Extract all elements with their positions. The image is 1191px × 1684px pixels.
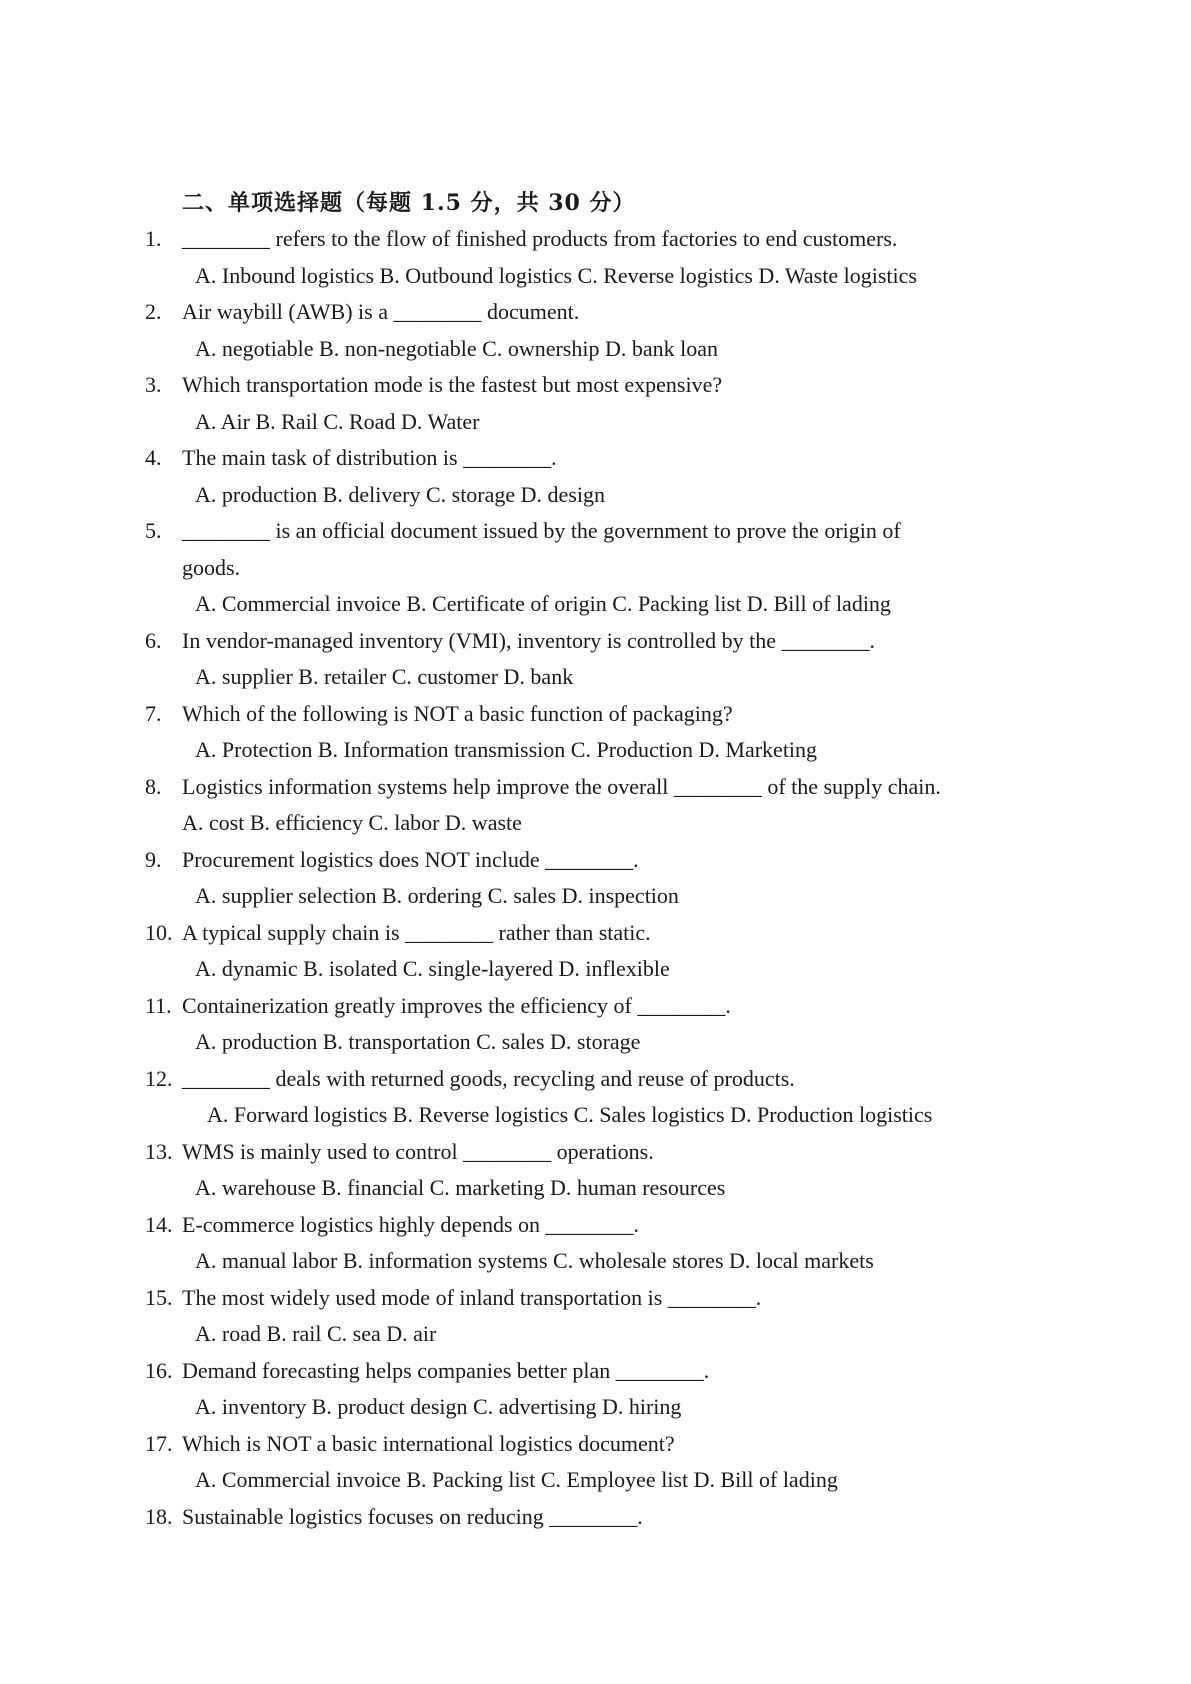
question-item xyxy=(145,367,1045,440)
question-number: 3. xyxy=(145,372,162,397)
question-item xyxy=(145,221,1045,294)
question-number: 7. xyxy=(145,700,162,726)
question-number: 18. xyxy=(145,1503,173,1529)
question-item xyxy=(145,513,1045,623)
question-number: 8. xyxy=(145,773,162,799)
question-number: 17. xyxy=(145,1430,173,1456)
question-options: A. warehouse B. financial C. marketing D. human resources xyxy=(195,1175,726,1200)
question-item xyxy=(145,696,1045,769)
question-options: A. dynamic B. isolated C. single-layered D. inflexible xyxy=(195,956,670,981)
question-stem: Which is NOT a basic international logistics document? xyxy=(182,1430,675,1456)
question-options: A. negotiable B. non-negotiable C. ownership D. bank loan xyxy=(195,335,719,361)
question-item xyxy=(145,1280,1045,1353)
question-stem: Logistics information systems help improve the overall ________ of the supply chain. xyxy=(182,773,941,799)
question-stem: A typical supply chain is ________ rather than static. xyxy=(182,919,651,945)
question-number: 12. xyxy=(145,1065,173,1091)
question-item xyxy=(145,915,1045,988)
question-number: 9. xyxy=(145,846,162,872)
question-options: A. supplier B. retailer C. customer D. bank xyxy=(195,664,574,689)
question-item xyxy=(145,1134,1045,1207)
question-item xyxy=(145,294,1045,367)
question-number: 2. xyxy=(145,299,162,324)
question-stem: ________ is an official document issued by the government to prove the origin of xyxy=(182,518,901,543)
question-stem: The most widely used mode of inland transportation is ________. xyxy=(182,1284,762,1310)
question-options: A. Air B. Rail C. Road D. Water xyxy=(195,408,480,434)
question-stem: Which transportation mode is the fastest but most expensive? xyxy=(182,372,723,397)
question-item xyxy=(145,842,1045,915)
question-number: 5. xyxy=(145,518,162,543)
question-number: 11. xyxy=(145,992,172,1018)
question-item xyxy=(145,1061,1045,1134)
question-number: 15. xyxy=(145,1284,173,1310)
question-item xyxy=(145,988,1045,1061)
question-options: A. Commercial invoice B. Packing list C. Employee list D. Bill of lading xyxy=(195,1467,838,1492)
question-stem: Which of the following is NOT a basic function of packaging? xyxy=(182,700,733,726)
question-stem: E-commerce logistics highly depends on ________. xyxy=(182,1211,640,1237)
question-list xyxy=(145,221,1045,1535)
question-options: A. Forward logistics B. Reverse logistics C. Sales logistics D. Production logistics xyxy=(207,1102,933,1127)
question-number: 1. xyxy=(145,226,162,251)
question-number: 6. xyxy=(145,627,162,653)
question-number: 16. xyxy=(145,1357,173,1383)
question-item xyxy=(145,769,1045,842)
question-item xyxy=(145,1426,1045,1499)
question-item xyxy=(145,623,1045,696)
question-stem-continued: goods. xyxy=(182,554,241,580)
question-stem: ________ refers to the flow of finished products from factories to end customers. xyxy=(182,226,898,251)
question-options: A. production B. delivery C. storage D. design xyxy=(195,481,605,507)
question-stem: WMS is mainly used to control ________ operations. xyxy=(182,1138,654,1164)
question-options: A. inventory B. product design C. advertising D. hiring xyxy=(195,1394,682,1419)
question-number: 4. xyxy=(145,445,162,470)
question-number: 10. xyxy=(145,919,173,945)
question-stem: Air waybill (AWB) is a ________ document. xyxy=(182,299,580,324)
question-item xyxy=(145,1353,1045,1426)
question-options: A. cost B. efficiency C. labor D. waste xyxy=(182,810,522,835)
question-stem: In vendor-managed inventory (VMI), inventory is controlled by the ________. xyxy=(182,627,876,653)
question-stem: Demand forecasting helps companies better plan ________. xyxy=(182,1357,710,1383)
question-options: A. road B. rail C. sea D. air xyxy=(195,1321,437,1346)
question-stem: ________ deals with returned goods, recycling and reuse of products. xyxy=(182,1065,795,1091)
question-number: 14. xyxy=(145,1211,173,1237)
question-options: A. Inbound logistics B. Outbound logistics C. Reverse logistics D. Waste logistics xyxy=(195,262,917,288)
question-item xyxy=(145,1499,1045,1536)
question-stem: Sustainable logistics focuses on reducing ________. xyxy=(182,1503,643,1529)
question-options: A. supplier selection B. ordering C. sales D. inspection xyxy=(195,883,679,908)
question-number: 13. xyxy=(145,1138,173,1164)
question-options: A. manual labor B. information systems C. wholesale stores D. local markets xyxy=(195,1248,874,1273)
question-item xyxy=(145,440,1045,513)
question-stem: Procurement logistics does NOT include ________. xyxy=(182,846,639,872)
section-heading: 二、单项选择题（每题 1.5 分，共 30 分） xyxy=(182,190,636,216)
question-options: A. production B. transportation C. sales D. storage xyxy=(195,1029,641,1054)
question-stem: Containerization greatly improves the efficiency of ________. xyxy=(182,992,731,1018)
question-options: A. Commercial invoice B. Certificate of origin C. Packing list D. Bill of lading xyxy=(195,591,891,616)
question-item xyxy=(145,1207,1045,1280)
question-options: A. Protection B. Information transmission C. Production D. Marketing xyxy=(195,737,818,762)
question-stem: The main task of distribution is ________. xyxy=(182,445,557,470)
